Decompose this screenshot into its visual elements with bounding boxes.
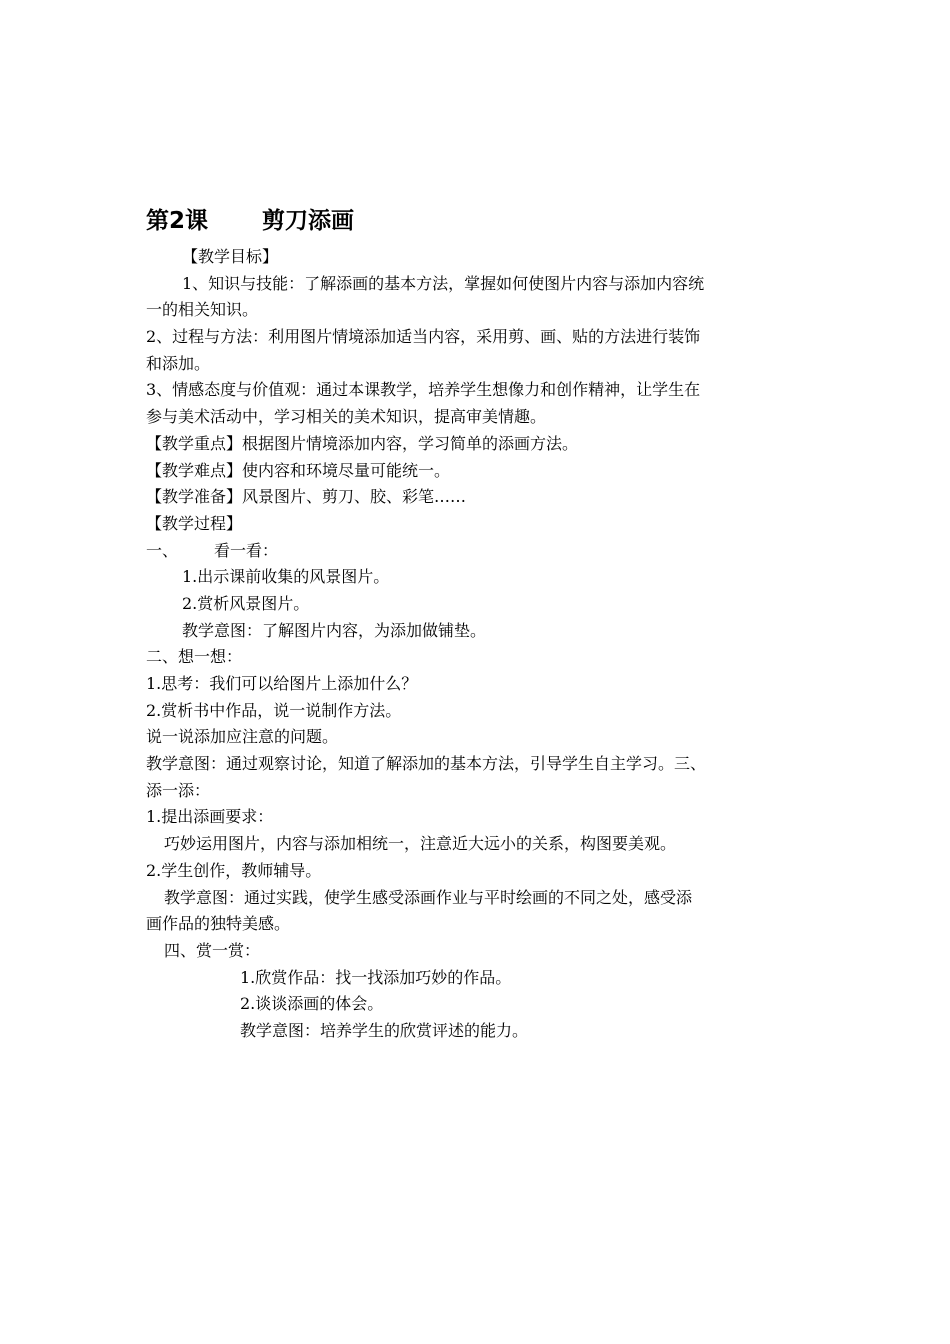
goal-emotion-line2: 参与美术活动中，学习相关的美术知识，提高审美情趣。 <box>146 407 547 427</box>
goal-emotion-line1: 3、情感态度与价值观：通过本课教学，培养学生想像力和创作精神，让学生在 <box>146 380 701 400</box>
step3-intent-line2: 画作品的独特美感。 <box>146 914 291 934</box>
goal-process-line1: 2、过程与方法：利用图片情境添加适当内容，采用剪、画、贴的方法进行装饰 <box>146 327 701 347</box>
lesson-name: 剪刀添画 <box>262 208 355 234</box>
step4-intent: 教学意图：培养学生的欣赏评述的能力。 <box>240 1020 529 1040</box>
step1-title: 看一看： <box>214 540 279 560</box>
step1-heading <box>146 538 826 565</box>
step1-label: 一、 <box>146 540 179 560</box>
preparation: 【教学准备】风景图片、剪刀、胶、彩笔…… <box>146 487 467 507</box>
step4-heading: 四、赏一赏： <box>164 940 261 960</box>
step3-item2: 2.学生创作，教师辅导。 <box>146 860 322 880</box>
step3-intent-line1: 教学意图：通过实践，使学生感受添画作业与平时绘画的不同之处，感受添 <box>164 887 693 907</box>
step1-item1: 1.出示课前收集的风景图片。 <box>182 567 390 587</box>
goal-knowledge-line2: 一的相关知识。 <box>146 300 259 320</box>
step1-item2: 2.赏析风景图片。 <box>182 593 310 613</box>
step4-item1: 1.欣赏作品：找一找添加巧妙的作品。 <box>240 967 512 987</box>
goal-knowledge-line1: 1、知识与技能：了解添画的基本方法，掌握如何使图片内容与添加内容统 <box>182 273 705 293</box>
goal-process-line2: 和添加。 <box>146 353 211 373</box>
lesson-number: 第2课 <box>146 208 209 234</box>
step3-item1-detail: 巧妙运用图片，内容与添加相统一，注意近大远小的关系，构图要美观。 <box>164 834 677 854</box>
lesson-body <box>146 244 826 1045</box>
step2-item3: 说一说添加应注意的问题。 <box>146 727 339 747</box>
step2-item1: 1.思考：我们可以给图片上添加什么？ <box>146 674 418 693</box>
step1-intent: 教学意图：了解图片内容，为添加做铺垫。 <box>182 620 487 640</box>
lesson-title <box>146 203 354 239</box>
step2-intent-line2: 添一添： <box>146 780 211 800</box>
difficulty: 【教学难点】使内容和环境尽量可能统一。 <box>146 460 451 480</box>
key-point: 【教学重点】根据图片情境添加内容，学习简单的添画方法。 <box>146 433 579 453</box>
step3-item1: 1.提出添画要求： <box>146 807 274 827</box>
goal-heading: 【教学目标】 <box>182 247 279 266</box>
step2-intent-line1: 教学意图：通过观察讨论，知道了解添加的基本方法，引导学生自主学习。三、 <box>146 754 707 774</box>
step2-item2: 2.赏析书中作品，说一说制作方法。 <box>146 700 402 720</box>
process-heading: 【教学过程】 <box>146 513 243 533</box>
step4-item2: 2.谈谈添画的体会。 <box>240 994 384 1014</box>
step2-heading: 二、想一想： <box>146 647 243 667</box>
